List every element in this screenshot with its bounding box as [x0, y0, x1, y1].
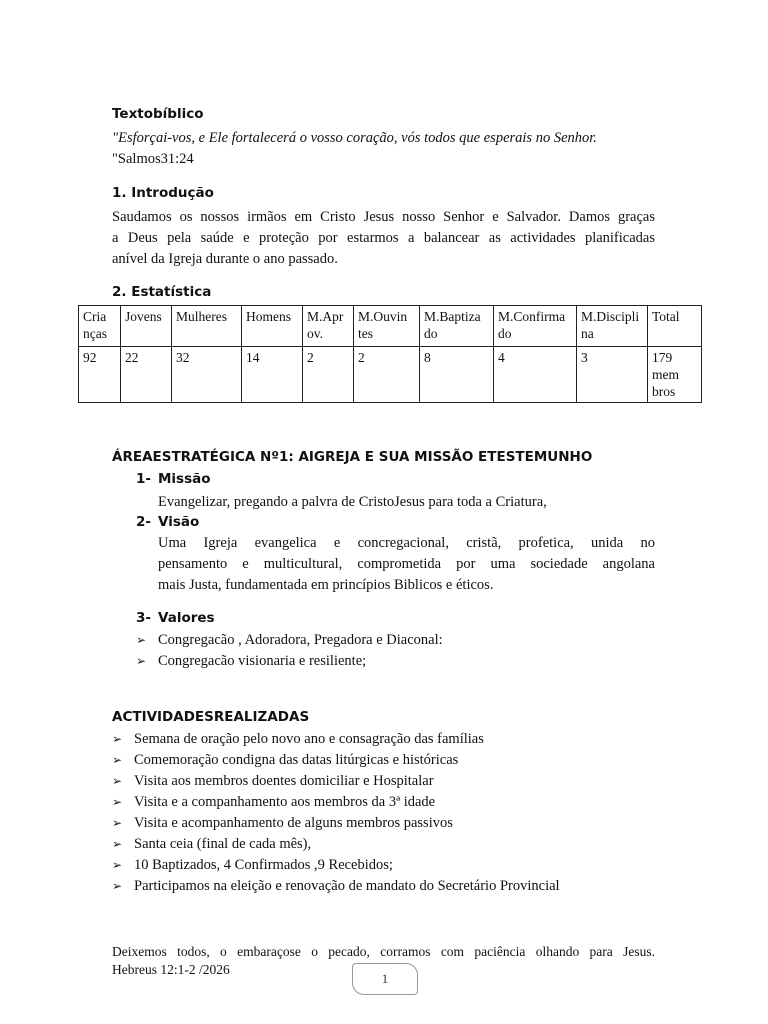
arrow-bullet-icon: ➢	[112, 774, 123, 788]
missao-title: Missão	[158, 471, 211, 487]
table-header-cell: M.Baptiza do	[420, 306, 494, 347]
table-cell-total: 179 mem bros	[648, 347, 702, 403]
texto-ref: "Salmos31:24	[112, 151, 194, 167]
table-cell: 32	[172, 347, 242, 403]
arrow-bullet-icon: ➢	[112, 879, 123, 893]
table-header-cell: M.Discipli na	[577, 306, 648, 347]
list-item	[136, 651, 443, 672]
table-header-row	[79, 306, 702, 347]
list-item-text: Congregacão visionaria e resiliente;	[158, 653, 367, 669]
list-item-text: Visita aos membros doentes domiciliar e Hospitalar	[134, 773, 434, 789]
list-item-text: 10 Baptizados, 4 Confirmados ,9 Recebidos;	[134, 857, 393, 873]
list-item	[112, 792, 560, 813]
footer-line-2: Hebreus 12:1-2 /2026	[112, 962, 230, 977]
page-number: 1	[352, 963, 418, 995]
table-header-cell: Total	[648, 306, 702, 347]
table-cell: 92	[79, 347, 121, 403]
table-header-cell: Cria nças	[79, 306, 121, 347]
list-item-text: Visita e a companhamento aos membros da 3ª idade	[134, 794, 436, 810]
intro-line-2: a Deus pela saúde e proteção por estarmos a balancear as actividades planificadas	[112, 230, 655, 246]
list-item	[112, 834, 560, 855]
missao-number: 1-	[136, 471, 151, 487]
list-item-text: Comemoração condigna das datas litúrgicas e históricas	[134, 752, 459, 768]
table-cell: 14	[242, 347, 303, 403]
arrow-bullet-icon: ➢	[112, 795, 123, 809]
table-header-cell: M.Confirma do	[494, 306, 577, 347]
list-item-text: Santa ceia (final de cada mês),	[134, 836, 312, 852]
texto-quote: "Esforçai-vos, e Ele fortalecerá o vosso coração, vós todos que esperais no Senhor.	[112, 130, 597, 146]
list-item	[112, 876, 560, 897]
valores-number: 3-	[136, 610, 151, 626]
list-item	[112, 729, 560, 750]
table-cell: 2	[354, 347, 420, 403]
list-item-text: Visita e acompanhamento de alguns membros passivos	[134, 815, 453, 831]
atividades-heading: ACTIVIDADESREALIZADAS	[112, 709, 310, 725]
arrow-bullet-icon: ➢	[112, 753, 123, 767]
visao-number: 2-	[136, 514, 151, 530]
footer-line-1: Deixemos todos, o embaraçose o pecado, corramos com paciência olhando para Jesus.	[112, 944, 655, 959]
table-header-cell: Homens	[242, 306, 303, 347]
valores-heading	[136, 610, 215, 626]
visao-line-2: pensamento e multicultural, comprometida por uma sociedade angolana	[158, 556, 655, 572]
area-heading: ÁREAESTRATÉGICA Nº1: AIGREJA E SUA MISSÃO ETESTEMUNHO	[112, 449, 593, 465]
arrow-bullet-icon: ➢	[136, 633, 147, 647]
missao-heading	[136, 471, 211, 487]
statistics-table	[78, 305, 702, 403]
arrow-bullet-icon: ➢	[112, 732, 123, 746]
visao-heading	[136, 514, 199, 530]
list-item-text: Congregacão , Adoradora, Pregadora e Diaconal:	[158, 632, 443, 648]
table-header-cell: Jovens	[121, 306, 172, 347]
table-header-cell: M.Ouvin tes	[354, 306, 420, 347]
missao-text: Evangelizar, pregando a palvra de CristoJesus para toda a Criatura,	[158, 494, 547, 510]
intro-line-1: Saudamos os nossos irmãos em Cristo Jesus nosso Senhor e Salvador. Damos graças	[112, 209, 655, 225]
table-header-cell: M.Apr ov.	[303, 306, 354, 347]
visao-line-3: mais Justa, fundamentada em princípios Biblicos e éticos.	[158, 577, 494, 593]
visao-title: Visão	[158, 514, 200, 530]
arrow-bullet-icon: ➢	[112, 816, 123, 830]
arrow-bullet-icon: ➢	[112, 858, 123, 872]
valores-list	[136, 630, 443, 672]
table-header-cell: Mulheres	[172, 306, 242, 347]
intro-heading: 1. Introdução	[112, 185, 214, 201]
table-row	[79, 347, 702, 403]
arrow-bullet-icon: ➢	[112, 837, 123, 851]
valores-title: Valores	[158, 610, 215, 626]
table-cell: 3	[577, 347, 648, 403]
atividades-list	[112, 729, 560, 897]
list-item	[136, 630, 443, 651]
estatistica-heading: 2. Estatística	[112, 284, 212, 300]
texto-heading: Textobíblico	[112, 106, 204, 122]
arrow-bullet-icon: ➢	[136, 654, 147, 668]
visao-line-1: Uma Igreja evangelica e concregacional, cristã, profetica, unida no	[158, 535, 655, 551]
list-item	[112, 771, 560, 792]
list-item-text: Participamos na eleição e renovação de mandato do Secretário Provincial	[134, 878, 560, 894]
table-cell: 2	[303, 347, 354, 403]
table-cell: 22	[121, 347, 172, 403]
table-cell: 8	[420, 347, 494, 403]
list-item	[112, 813, 560, 834]
table-cell: 4	[494, 347, 577, 403]
list-item-text: Semana de oração pelo novo ano e consagração das famílias	[134, 731, 484, 747]
list-item	[112, 750, 560, 771]
list-item	[112, 855, 560, 876]
intro-line-3: anível da Igreja durante o ano passado.	[112, 251, 338, 267]
